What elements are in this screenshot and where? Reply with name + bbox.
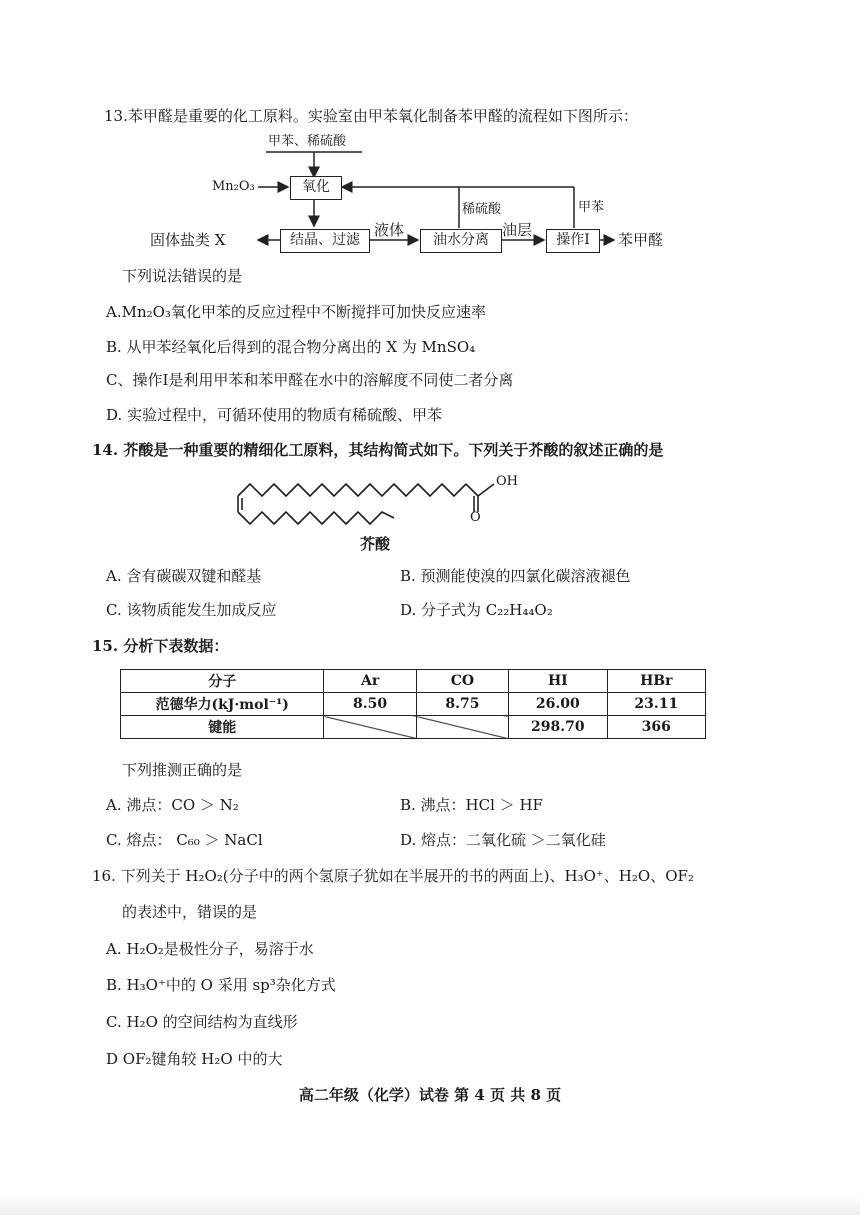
q16-stem-line2: 的表述中，错误的是	[122, 903, 258, 921]
q15-option-c: C. 熔点： C₆₀ ＞ NaCl	[106, 831, 263, 849]
q15-option-d: D. 熔点：二氧化硫 ＞二氧化硅	[400, 831, 606, 849]
q16-stem-line1: 16. 下列关于 H₂O₂(分子中的两个氢原子犹如在半展开的书的两面上)、H₃O⁺、H₂O、OF₂	[92, 867, 694, 885]
flow-operation-label: 操作Ⅰ	[556, 232, 590, 248]
page-footer: 高二年级（化学）试卷 第 4 页 共 8 页	[298, 1086, 562, 1104]
table-header-cell: HBr	[607, 670, 705, 693]
table-cell: 键能	[121, 716, 324, 739]
q16-option-a: A. H₂O₂是极性分子，易溶于水	[106, 940, 314, 958]
flow-oil-layer-label: 油层	[502, 221, 533, 239]
table-row	[121, 716, 706, 739]
table-cell: 8.75	[416, 693, 508, 716]
q13-option-c: C、操作Ⅰ是利用甲苯和苯甲醛在水中的溶解度不同使二者分离	[106, 371, 514, 389]
q16-option-b: B. H₃O⁺中的 O 采用 sp³杂化方式	[106, 976, 336, 994]
q14-option-c: C. 该物质能发生加成反应	[106, 601, 277, 619]
q15-option-b: B. 沸点：HCl ＞ HF	[400, 796, 543, 814]
flow-crystallize-label: 结晶、过滤	[290, 232, 360, 248]
table-header-cell: CO	[416, 670, 508, 693]
table-cell: 366	[607, 716, 705, 739]
q14-option-b: B. 预测能使溴的四氯化碳溶液褪色	[400, 567, 631, 585]
flow-toluene-label: 甲苯	[578, 200, 605, 215]
table-cell: 298.70	[509, 716, 608, 739]
erucic-acid-structure	[0, 0, 860, 560]
flow-top-input: 甲苯、稀硫酸	[268, 134, 347, 149]
q15-stem: 15. 分析下表数据：	[92, 637, 229, 655]
flow-dilute-acid-label: 稀硫酸	[462, 202, 502, 217]
table-header-cell: Ar	[324, 670, 416, 693]
q14-o-label: O	[470, 510, 481, 525]
q14-stem: 14. 芥酸是一种重要的精细化工原料，其结构简式如下。下列关于芥酸的叙述正确的是	[92, 441, 664, 459]
table-cell-empty-diagonal	[324, 716, 416, 739]
q13-option-b: B. 从甲苯经氧化后得到的混合物分离出的 X 为 MnSO₄	[106, 338, 476, 356]
flow-oxidize-label: 氧化	[302, 179, 330, 195]
flow-liquid-label: 液体	[374, 221, 405, 239]
table-cell-empty-diagonal	[416, 716, 508, 739]
flow-mn2o3-label: Mn₂O₃	[212, 179, 255, 194]
table-cell: 8.50	[324, 693, 416, 716]
q15-option-a: A. 沸点：CO ＞ N₂	[106, 796, 239, 814]
q13-option-d: D. 实验过程中，可循环使用的物质有稀硫酸、甲苯	[106, 406, 443, 424]
q13-option-a: A.Mn₂O₃氧化甲苯的反应过程中不断搅拌可加快反应速率	[106, 303, 486, 321]
table-row	[121, 693, 706, 716]
q13-stem: 13.苯甲醛是重要的化工原料。实验室由甲苯氧化制备苯甲醛的流程如下图所示：	[104, 107, 638, 125]
q13-prompt: 下列说法错误的是	[122, 267, 243, 285]
q14-option-a: A. 含有碳碳双键和醛基	[106, 567, 262, 585]
q15-prompt: 下列推测正确的是	[122, 761, 243, 779]
q14-option-d: D. 分子式为 C₂₂H₄₄O₂	[400, 601, 553, 619]
flow-separate-label: 油水分离	[433, 232, 489, 248]
table-cell: 范德华力(kJ·mol⁻¹)	[121, 693, 324, 716]
q14-caption: 芥酸	[360, 535, 391, 553]
q15-data-table	[120, 669, 706, 739]
table-header-cell: 分子	[121, 670, 324, 693]
table-header-cell: HI	[509, 670, 608, 693]
flow-product-label: 苯甲醛	[618, 231, 664, 249]
q16-option-d: D OF₂键角较 H₂O 中的大	[106, 1050, 283, 1068]
table-cell: 23.11	[607, 693, 705, 716]
q16-option-c: C. H₂O 的空间结构为直线形	[106, 1013, 298, 1031]
q14-oh-label: OH	[496, 474, 518, 489]
table-cell: 26.00	[509, 693, 608, 716]
table-row	[121, 670, 706, 693]
scan-edge-shadow	[0, 1195, 860, 1215]
flow-solid-salt: 固体盐类 X	[150, 231, 226, 249]
